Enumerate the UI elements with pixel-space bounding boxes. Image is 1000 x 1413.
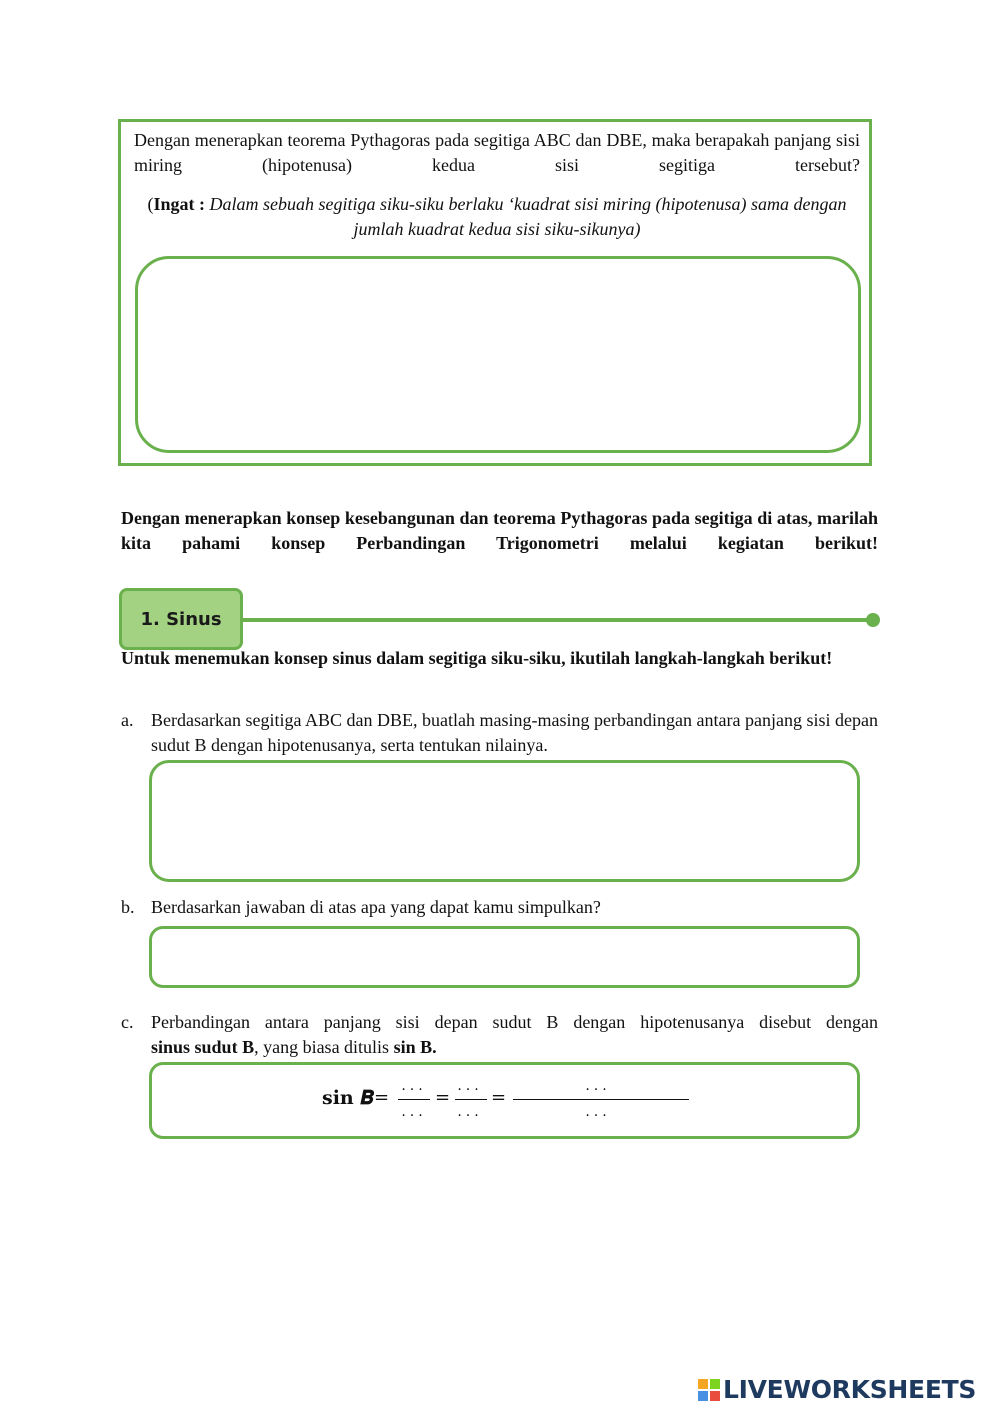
- item-c-text: [151, 1010, 878, 1060]
- fraction-3-bar: [513, 1099, 689, 1100]
- item-a-text: Berdasarkan segitiga ABC dan DBE, buatlah masing-masing perbandingan antara panjang sisi depan sudut B dengan hipotenusanya, serta tentukan nilainya.: [151, 710, 878, 755]
- remember-open-paren: (: [147, 194, 154, 214]
- fraction-2-denominator[interactable]: ...: [457, 1104, 483, 1120]
- liveworksheets-logo-icon: [698, 1379, 720, 1401]
- equals-sign-2: =: [435, 1087, 451, 1108]
- intro-paragraph: Dengan menerapkan konsep kesebangunan dan teorema Pythagoras pada segitiga di atas, marilah kita pahami konsep Perbandingan Trigonometri melalui kegiatan berikut!: [121, 508, 878, 553]
- section-title-badge: 1. Sinus: [119, 588, 243, 650]
- fraction-2-numerator[interactable]: ...: [457, 1078, 483, 1094]
- answer-box-hypotenuse[interactable]: [135, 256, 861, 453]
- remember-text: Dalam sebuah segitiga siku-siku berlaku ‘kuadrat sisi miring (hipotenusa) sama dengan jumlah kuadrat kedua sisi siku-sikunya): [209, 194, 847, 239]
- equals-sign-1: =: [374, 1087, 390, 1108]
- remember-label: Ingat :: [153, 194, 206, 214]
- section-divider-dot: [866, 613, 880, 627]
- fraction-1-numerator[interactable]: ...: [401, 1078, 427, 1094]
- fraction-3-denominator[interactable]: ...: [585, 1104, 611, 1120]
- fraction-1-bar: [398, 1099, 430, 1100]
- fraction-1-denominator[interactable]: ...: [401, 1104, 427, 1120]
- question-text: Dengan menerapkan teorema Pythagoras pada segitiga ABC dan DBE, maka berapakah panjang sisi miring (hipotenusa) kedua sisi segitiga tersebut?: [134, 130, 860, 175]
- item-b-text: Berdasarkan jawaban di atas apa yang dapat kamu simpulkan?: [151, 897, 601, 917]
- remember-note: [134, 192, 860, 242]
- watermark-text: LIVEWORKSHEETS: [723, 1375, 977, 1404]
- answer-box-a[interactable]: [149, 760, 860, 882]
- item-c-marker: c.: [121, 1012, 134, 1032]
- item-c-bold-notation: sin B.: [393, 1037, 437, 1057]
- item-c-middle: , yang biasa ditulis: [254, 1037, 394, 1057]
- steps-intro: Untuk menemukan konsep sinus dalam segitiga siku-siku, ikutilah langkah-langkah berikut!: [121, 648, 833, 668]
- item-c-line1: Perbandingan antara panjang sisi depan sudut B dengan hipotenusanya disebut dengan: [151, 1012, 878, 1032]
- fraction-2-bar: [455, 1099, 487, 1100]
- section-divider-line: [240, 618, 872, 622]
- formula-lhs: sin 𝑩: [322, 1087, 374, 1109]
- fraction-3-numerator[interactable]: ...: [585, 1078, 611, 1094]
- item-b-marker: b.: [121, 897, 135, 917]
- equals-sign-3: =: [491, 1087, 507, 1108]
- answer-box-b[interactable]: [149, 926, 860, 988]
- item-c-bold-term: sinus sudut B: [151, 1037, 255, 1057]
- liveworksheets-watermark: [698, 1375, 976, 1404]
- item-a-marker: a.: [121, 710, 134, 730]
